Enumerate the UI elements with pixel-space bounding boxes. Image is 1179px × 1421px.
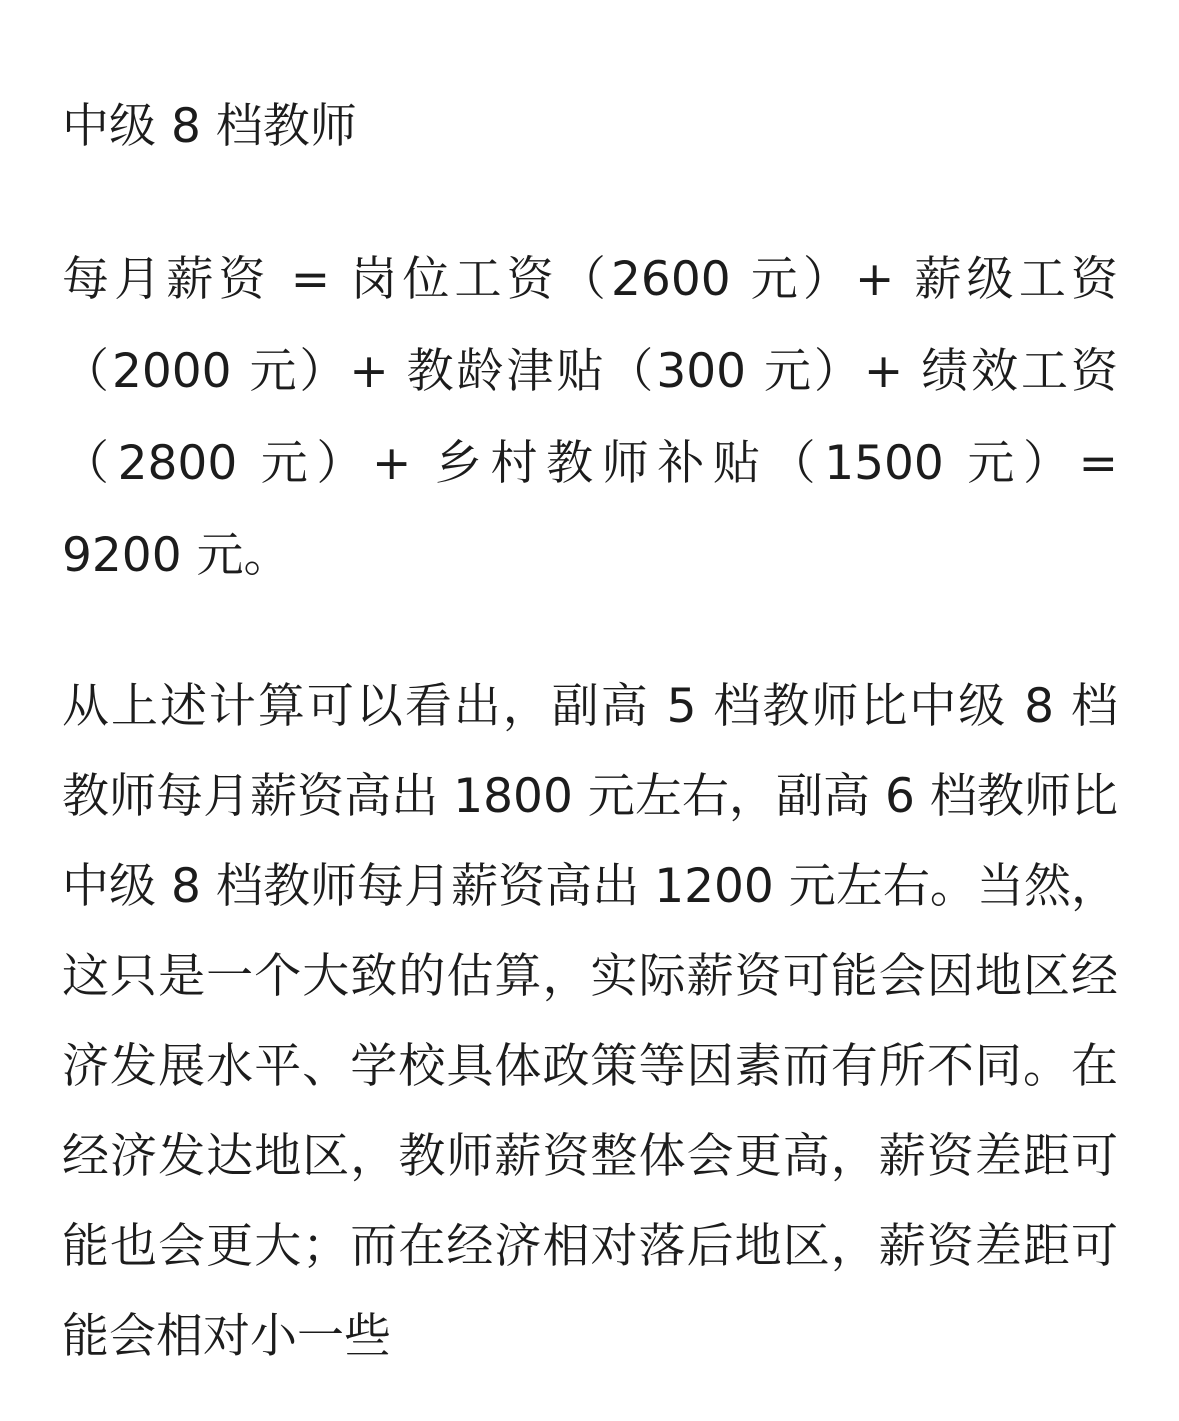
conclusion-paragraph: 从上述计算可以看出，副高 5 档教师比中级 8 档教师每月薪资高出 1800 元左右，副高 6 档教师比中级 8 档教师每月薪资高出 1200 元左右。当然，这只是一个大致的估算，实际薪资可能会因地区经济发展水平、学校具体政策等因素而有所不同。在经济发达地区，教师薪资整体会更高，薪资差距可能也会更大；而在经济相对落后地区，薪资差距可能会相对小一些 bbox=[62, 679, 1118, 1364]
article-body bbox=[62, 90, 1118, 1382]
section-heading: 中级 8 档教师 bbox=[62, 99, 357, 154]
salary-formula-paragraph: 每月薪资 = 岗位工资（2600 元）+ 薪级工资（2000 元）+ 教龄津贴（300 元）+ 绩效工资（2800 元）+ 乡村教师补贴（1500 元）= 9200 元。 bbox=[62, 252, 1118, 583]
